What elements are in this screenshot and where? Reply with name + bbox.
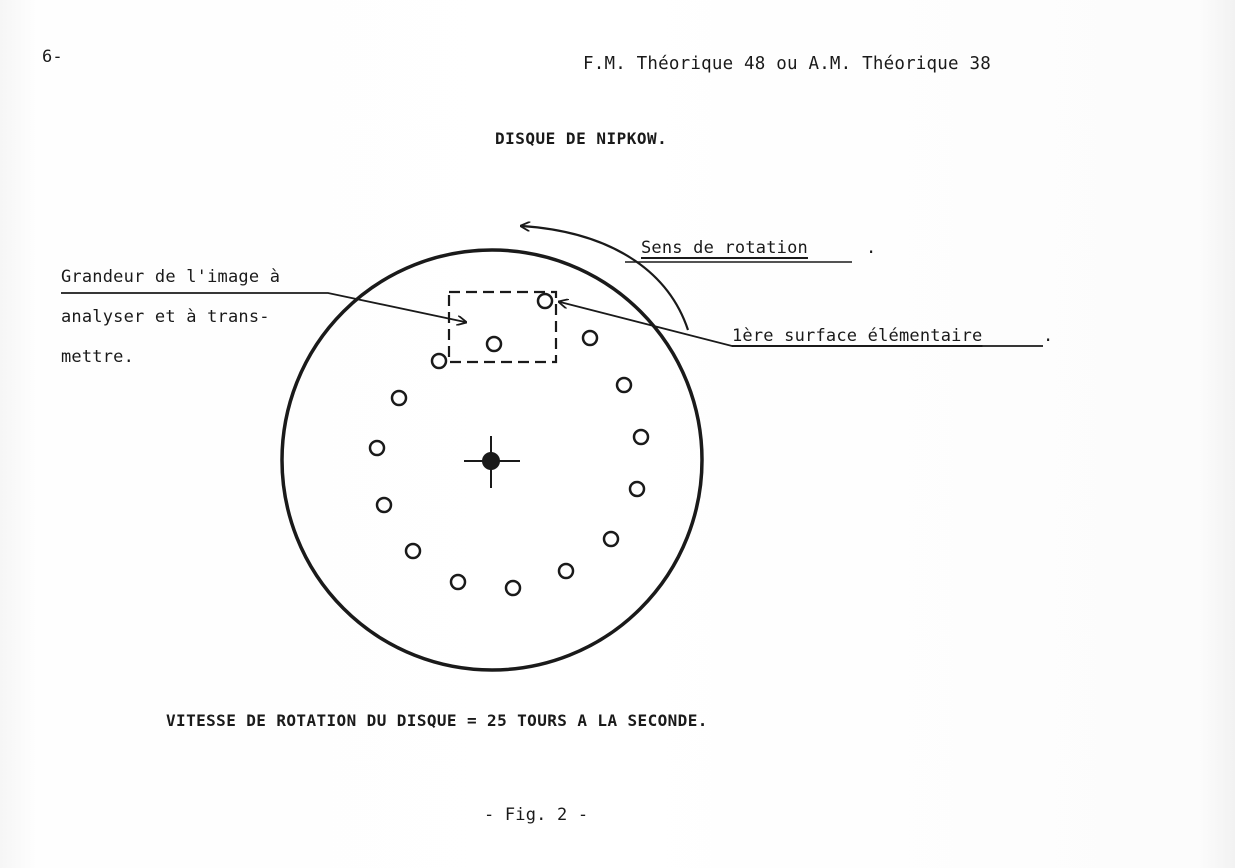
hole (406, 544, 420, 558)
hole (506, 581, 520, 595)
image-size-leader (61, 293, 465, 322)
hole (583, 331, 597, 345)
hole (538, 294, 552, 308)
hole (559, 564, 573, 578)
hole (634, 430, 648, 444)
disk-holes (370, 294, 648, 595)
label-rotation-sense: Sens de rotation (641, 238, 808, 258)
label-image-size-line-3: mettre. (61, 347, 135, 367)
hole (487, 337, 501, 351)
caption-rotation-speed: VITESSE DE ROTATION DU DISQUE = 25 TOURS A LA SECONDE. (166, 711, 708, 730)
hole (377, 498, 391, 512)
hole (432, 354, 446, 368)
label-image-size-line-1: Grandeur de l'image à (61, 267, 281, 287)
diagram-title: DISQUE DE NIPKOW. (495, 129, 668, 148)
header-reference: F.M. Théorique 48 ou A.M. Théorique 38 (583, 54, 991, 74)
hole (604, 532, 618, 546)
page-number: 6- (42, 47, 63, 67)
label-rotation-trailing-dot: . (866, 238, 877, 258)
label-first-surface: 1ère surface élémentaire (732, 326, 983, 346)
first-surface-leader (560, 302, 1043, 346)
hole (370, 441, 384, 455)
label-image-size-line-2: analyser et à trans- (61, 307, 270, 327)
hole (617, 378, 631, 392)
hole (630, 482, 644, 496)
label-first-surface-trailing-dot: . (1043, 326, 1054, 346)
image-frame (449, 292, 556, 362)
disk-center-axis (464, 436, 520, 488)
hole (392, 391, 406, 405)
hole (451, 575, 465, 589)
figure-number: - Fig. 2 - (484, 805, 589, 825)
